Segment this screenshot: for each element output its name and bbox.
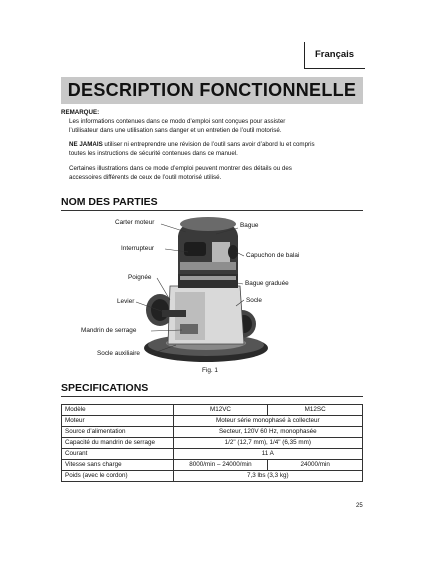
spec-label: Poids (avec le cordon): [62, 471, 174, 482]
remarque-heading: REMARQUE:: [61, 109, 100, 116]
spec-label: Courant: [62, 449, 174, 460]
spec-value-m12vc: 8000/min – 24000/min: [173, 460, 268, 471]
spec-row: [62, 460, 363, 471]
warning-lead: NE JAMAIS: [69, 141, 103, 148]
remarque-line-2: l’utilisateur dans une utilisation sans danger et un entretien de l’outil motorisé.: [69, 126, 282, 134]
label-mandrin: Mandrin de serrage: [81, 327, 137, 334]
spec-value-m12sc: 24000/min: [268, 460, 363, 471]
remarque-line-1: Les informations contenues dans ce modo d’emploi sont conçues pour assister: [69, 118, 286, 125]
figure-caption: Fig. 1: [202, 367, 218, 374]
spec-value: Secteur, 120V 60 Hz, monophasée: [173, 427, 362, 438]
label-levier: Levier: [117, 298, 135, 305]
spec-divider: [61, 396, 363, 397]
spec-label: Capacité du mandrin de serrage: [62, 438, 174, 449]
spec-row: [62, 416, 363, 427]
page-number: 25: [356, 503, 363, 509]
spec-row: [62, 449, 363, 460]
spec-row: [62, 427, 363, 438]
illustration-line-1: Certaines illustrations dans ce mode d’emploi peuvent montrer des détails ou des: [69, 165, 292, 172]
label-interrupteur: Interrupteur: [121, 245, 155, 252]
spec-value: 11 A: [173, 449, 362, 460]
spec-label: Modèle: [62, 405, 174, 416]
label-bague: Bague: [240, 222, 259, 229]
spec-value: 1/2" (12,7 mm), 1/4" (6,35 mm): [173, 438, 362, 449]
spec-label: Moteur: [62, 416, 174, 427]
spec-value-m12sc: M12SC: [268, 405, 363, 416]
spec-value: 7,3 lbs (3,3 kg): [173, 471, 362, 482]
spec-value: Moteur série monophasé à collecteur: [173, 416, 362, 427]
spec-table: [61, 404, 363, 482]
label-socle: Socle: [246, 297, 262, 304]
spec-row: [62, 438, 363, 449]
spec-value-m12vc: M12VC: [173, 405, 268, 416]
warning-line-1: utiliser ni entreprendre une révision de l’outil sans avoir d’abord lu et compris: [102, 141, 315, 148]
spec-heading: SPECIFICATIONS: [61, 382, 149, 394]
spec-label: Source d’alimentation: [62, 427, 174, 438]
label-bague-graduee: Bague graduée: [245, 280, 289, 287]
spec-row: [62, 471, 363, 482]
spec-row: [62, 405, 363, 416]
parts-heading: NOM DES PARTIES: [61, 196, 158, 208]
label-carter-moteur: Carter moteur: [115, 219, 155, 226]
warning-line-2: toutes les instructions de sécurité contenues dans ce manuel.: [69, 149, 238, 157]
language-label: Français: [315, 49, 355, 60]
page-title: DESCRIPTION FONCTIONNELLE: [67, 80, 357, 100]
spec-label: Vitesse sans charge: [62, 460, 174, 471]
label-socle-auxiliaire: Socle auxiliaire: [97, 350, 140, 357]
label-capuchon: Capuchon de balai: [246, 252, 300, 259]
illustration-line-2: accessoires différents de ceux de l’outil motorisé utilisé.: [69, 173, 222, 181]
label-poignee: Poignée: [128, 274, 152, 281]
